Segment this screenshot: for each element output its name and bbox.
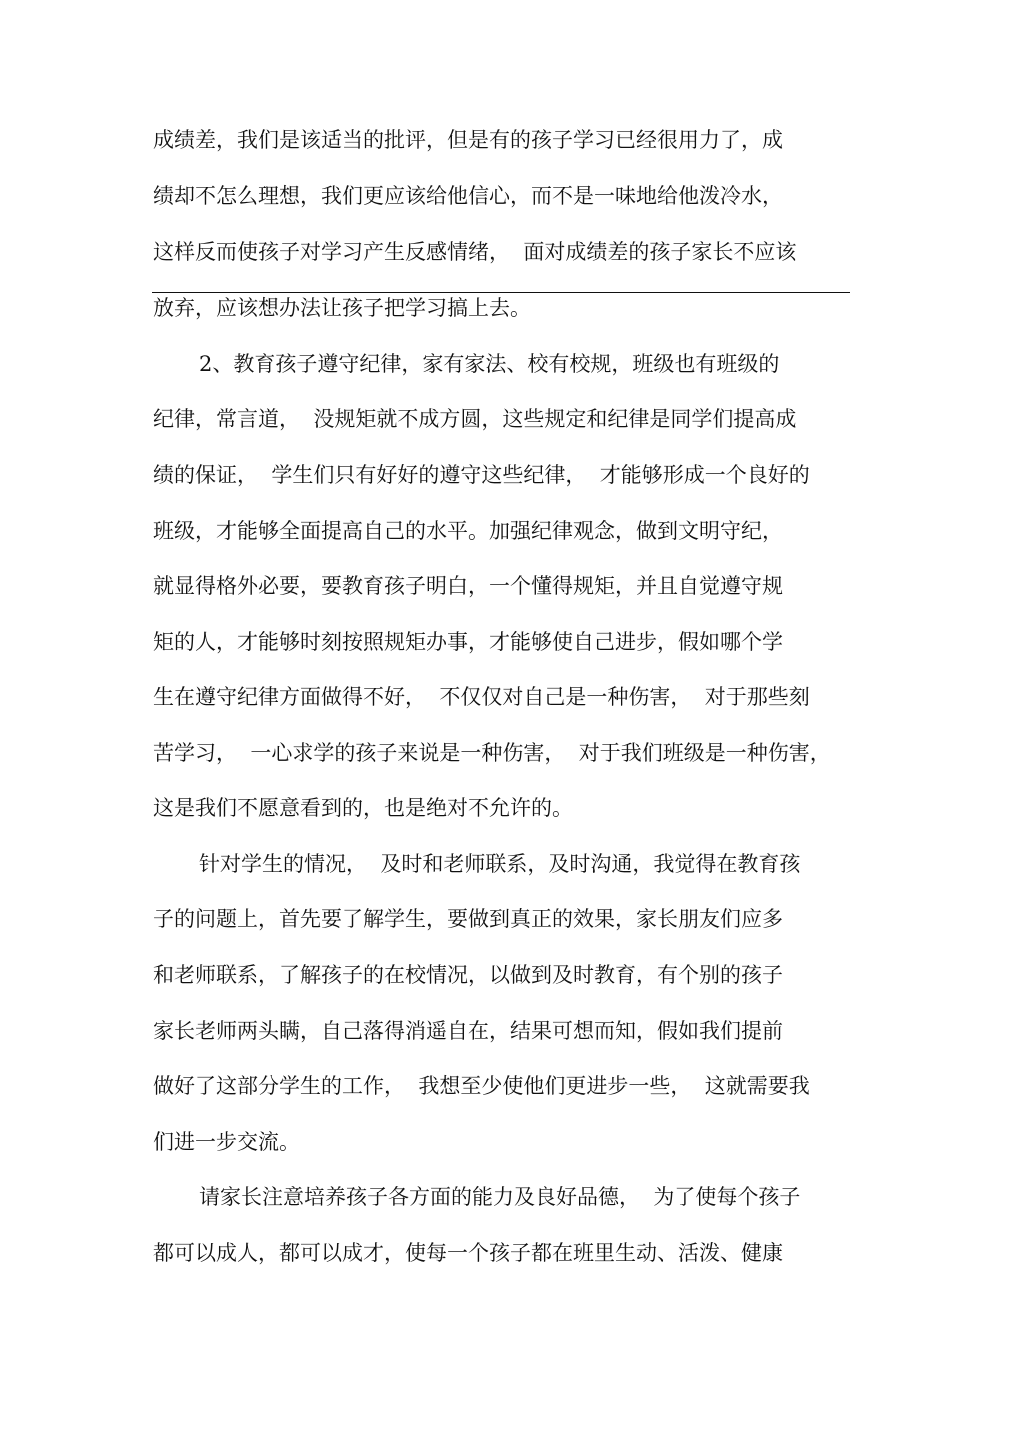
text-line: 子的问题上，首先要了解学生，要做到真正的效果，家长朋友们应多 [153, 907, 783, 931]
text-line: 绩却不怎么理想，我们更应该给他信心，而不是一味地给他泼冷水， [153, 184, 783, 208]
text-line: 班级，才能够全面提高自己的水平。加强纪律观念，做到文明守纪， [153, 519, 783, 543]
text-line: 成绩差，我们是该适当的批评，但是有的孩子学习已经很用力了，成 [153, 128, 783, 152]
text-line: 和老师联系，了解孩子的在校情况，以做到及时教育，有个别的孩子 [153, 963, 783, 987]
text-line: 这样反而使孩子对学习产生反感情绪， 面对成绩差的孩子家长不应该 [153, 240, 797, 264]
text-line: 们进一步交流。 [153, 1130, 300, 1154]
paragraph-first-line: 请家长注意培养孩子各方面的能力及良好品德， 为了使每个孩子 [199, 1185, 801, 1209]
text-line: 这是我们不愿意看到的，也是绝对不允许的。 [153, 796, 573, 820]
text-line: 纪律，常言道， 没规矩就不成方圆，这些规定和纪律是同学们提高成 [153, 407, 797, 431]
text-line: 矩的人，才能够时刻按照规矩办事，才能够使自己进步，假如哪个学 [153, 630, 783, 654]
text-line: 苦学习， 一心求学的孩子来说是一种伤害， 对于我们班级是一种伤害， [153, 741, 831, 765]
paragraph-first-line: 针对学生的情况， 及时和老师联系，及时沟通，我觉得在教育孩 [199, 852, 801, 876]
horizontal-rule [152, 292, 850, 293]
text-line: 就显得格外必要，要教育孩子明白，一个懂得规矩，并且自觉遵守规 [153, 574, 783, 598]
text-line: 放弃，应该想办法让孩子把学习搞上去。 [153, 296, 531, 320]
paragraph-first-line: 2、教育孩子遵守纪律，家有家法、校有校规，班级也有班级的 [199, 352, 780, 376]
text-line: 生在遵守纪律方面做得不好， 不仅仅对自己是一种伤害， 对于那些刻 [153, 685, 810, 709]
text-line: 家长老师两头瞒，自己落得消遥自在，结果可想而知，假如我们提前 [153, 1019, 783, 1043]
text-line: 做好了这部分学生的工作， 我想至少使他们更进步一些， 这就需要我 [153, 1074, 810, 1098]
text-line: 都可以成人，都可以成才，使每一个孩子都在班里生动、活泼、健康 [153, 1241, 783, 1265]
text-line: 绩的保证， 学生们只有好好的遵守这些纪律， 才能够形成一个良好的 [153, 463, 810, 487]
